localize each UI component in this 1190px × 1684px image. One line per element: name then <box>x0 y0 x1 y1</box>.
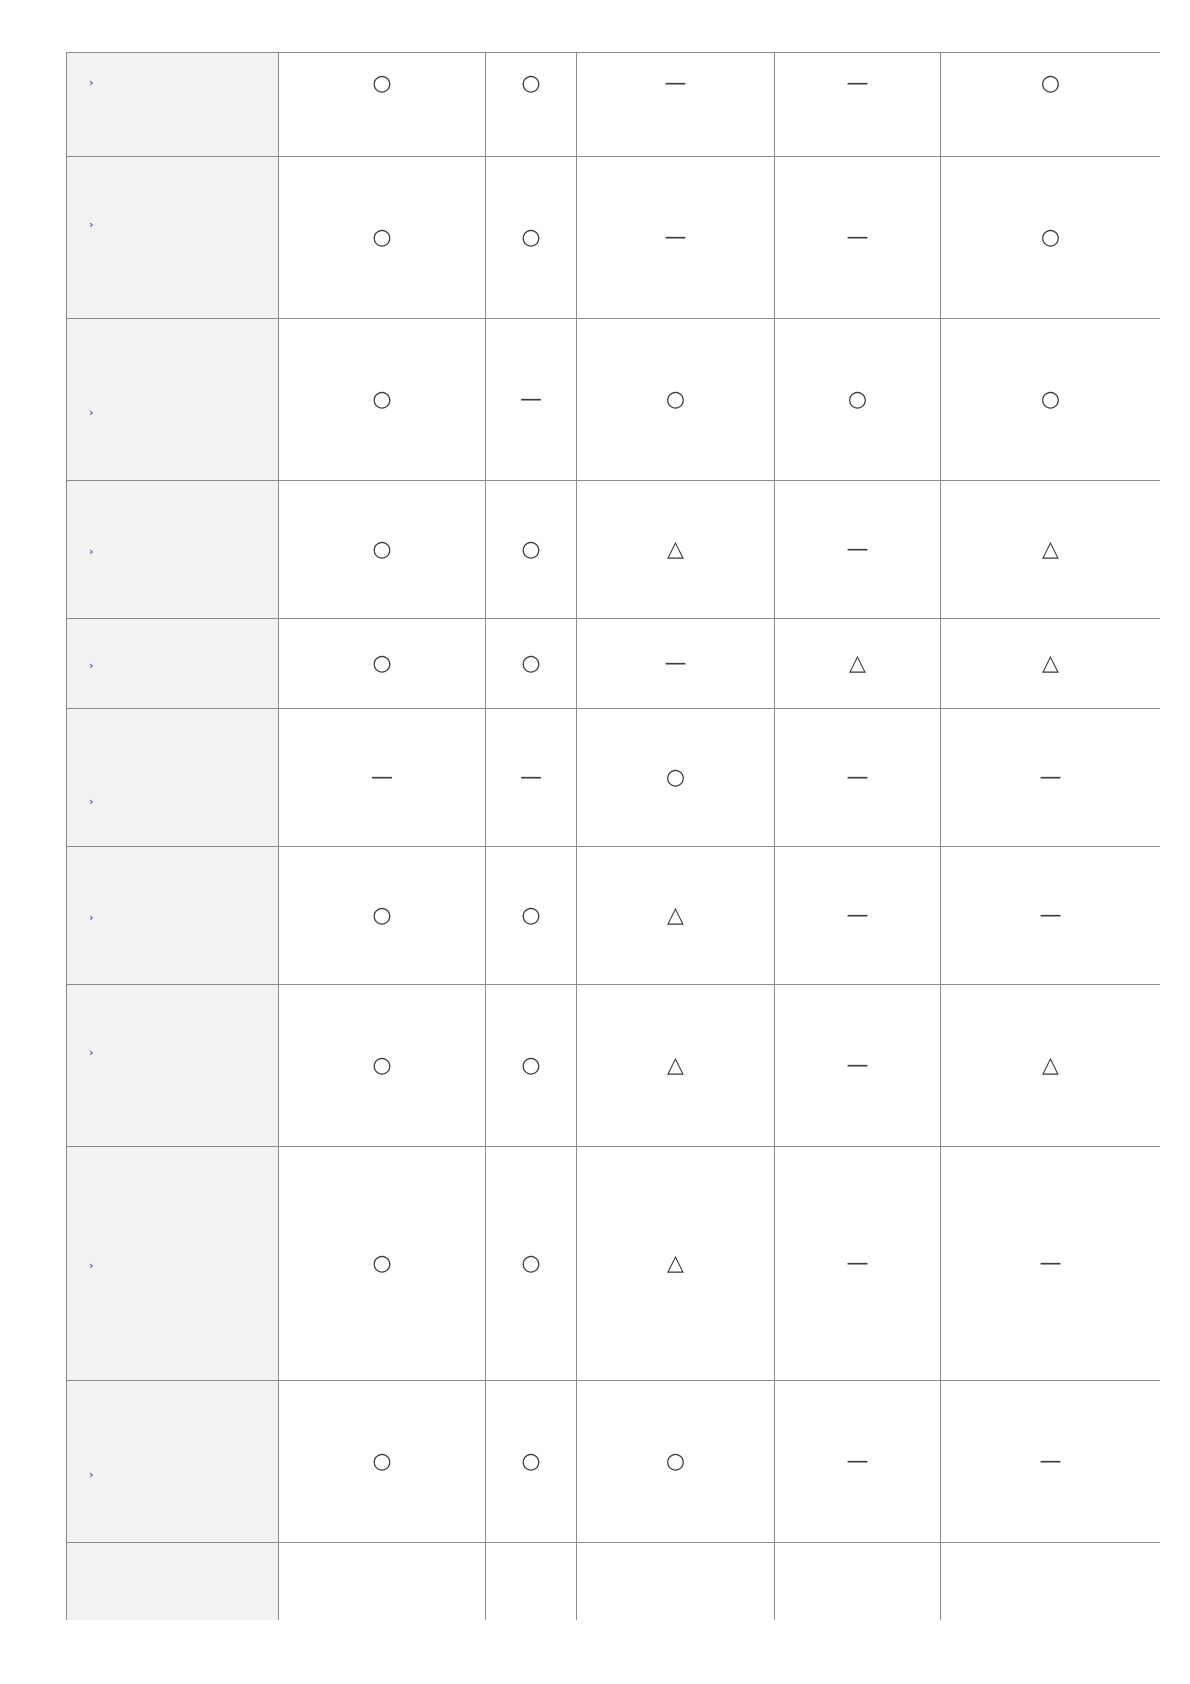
chevron-right-icon[interactable]: › <box>89 218 94 231</box>
table-cell <box>941 1381 1161 1543</box>
table-cell <box>577 1381 775 1543</box>
table-cell <box>486 319 577 481</box>
table-row <box>67 481 1161 619</box>
row-label-cell[interactable] <box>67 847 279 985</box>
status-mark: △ <box>849 650 866 676</box>
status-mark: ○ <box>521 1250 541 1276</box>
status-mark: — <box>664 650 687 676</box>
status-mark: △ <box>1042 536 1059 562</box>
status-mark: — <box>664 224 687 250</box>
status-mark: ○ <box>372 1250 392 1276</box>
status-mark: △ <box>667 1052 684 1078</box>
status-mark: ○ <box>372 902 392 928</box>
table-cell <box>279 1381 486 1543</box>
status-mark: ○ <box>521 650 541 676</box>
row-label-cell[interactable] <box>67 319 279 481</box>
row-label-cell <box>67 1543 279 1621</box>
table-cell <box>279 1543 486 1621</box>
status-mark: — <box>846 902 869 928</box>
table-cell <box>577 157 775 319</box>
table-cell <box>279 619 486 709</box>
table-row <box>67 619 1161 709</box>
table-cell <box>577 1543 775 1621</box>
table-cell <box>577 1147 775 1381</box>
status-mark: ○ <box>521 1448 541 1474</box>
chevron-right-icon[interactable]: › <box>89 76 94 89</box>
chevron-right-icon[interactable]: › <box>89 1046 94 1059</box>
status-mark: ○ <box>521 536 541 562</box>
table-cell <box>486 1543 577 1621</box>
compatibility-table-container <box>66 52 1160 1620</box>
table-cell <box>486 619 577 709</box>
row-label-cell[interactable] <box>67 709 279 847</box>
status-mark: △ <box>667 902 684 928</box>
table-cell <box>486 481 577 619</box>
chevron-right-icon[interactable]: › <box>89 659 94 672</box>
status-mark: ○ <box>372 386 392 412</box>
status-mark: — <box>846 71 869 96</box>
table-cell <box>279 157 486 319</box>
table-cell <box>941 1543 1161 1621</box>
chevron-right-icon[interactable]: › <box>89 406 94 419</box>
status-mark: — <box>1039 902 1062 928</box>
table-cell <box>775 1543 941 1621</box>
table-row <box>67 1147 1161 1381</box>
table-cell <box>577 481 775 619</box>
table-cell <box>941 53 1161 157</box>
status-mark: △ <box>667 536 684 562</box>
table-cell <box>486 1381 577 1543</box>
row-label-cell[interactable] <box>67 481 279 619</box>
table-cell <box>279 319 486 481</box>
table-cell <box>775 709 941 847</box>
table-cell <box>279 709 486 847</box>
table-cell <box>279 1147 486 1381</box>
table-cell <box>577 847 775 985</box>
table-cell <box>279 53 486 157</box>
table-cell <box>941 319 1161 481</box>
table-cell <box>486 847 577 985</box>
table-cell <box>941 619 1161 709</box>
status-mark: △ <box>1042 650 1059 676</box>
status-mark: ○ <box>521 902 541 928</box>
status-mark: — <box>846 224 869 250</box>
table-row <box>67 319 1161 481</box>
table-cell <box>577 985 775 1147</box>
table-cell <box>941 481 1161 619</box>
table-cell <box>775 53 941 157</box>
table-cell <box>941 709 1161 847</box>
row-label-cell[interactable] <box>67 985 279 1147</box>
status-mark: ○ <box>372 536 392 562</box>
row-label-cell[interactable] <box>67 619 279 709</box>
status-mark: ○ <box>521 1052 541 1078</box>
table-cell <box>775 319 941 481</box>
table-row <box>67 1381 1161 1543</box>
status-mark: — <box>371 764 393 790</box>
status-mark: — <box>664 71 687 96</box>
status-mark: ○ <box>372 71 392 96</box>
table-cell <box>775 157 941 319</box>
table-cell <box>577 709 775 847</box>
status-mark: ○ <box>372 224 392 250</box>
table-row <box>67 709 1161 847</box>
table-cell <box>775 985 941 1147</box>
table-cell <box>279 481 486 619</box>
table-cell <box>941 157 1161 319</box>
status-mark: — <box>1039 1448 1062 1474</box>
status-mark: ○ <box>521 224 541 250</box>
status-mark: ○ <box>847 386 868 412</box>
table-cell <box>775 1381 941 1543</box>
table-cell <box>486 709 577 847</box>
table-cell <box>577 53 775 157</box>
status-mark: — <box>520 764 542 790</box>
table-cell <box>486 1147 577 1381</box>
status-mark: — <box>846 536 869 562</box>
status-mark: ○ <box>665 1448 686 1474</box>
table-cell <box>279 985 486 1147</box>
table-row <box>67 1543 1161 1621</box>
table-cell <box>577 619 775 709</box>
status-mark: — <box>1039 764 1062 790</box>
status-mark: ○ <box>372 1448 392 1474</box>
table-cell <box>775 481 941 619</box>
status-mark: ○ <box>665 386 686 412</box>
chevron-right-icon[interactable]: › <box>89 1468 94 1481</box>
table-cell <box>486 157 577 319</box>
table-cell <box>486 985 577 1147</box>
compatibility-table <box>66 52 1160 1620</box>
chevron-right-icon[interactable]: › <box>89 795 94 808</box>
status-mark: — <box>846 1448 869 1474</box>
status-mark: △ <box>667 1250 684 1276</box>
table-row <box>67 847 1161 985</box>
table-row <box>67 985 1161 1147</box>
status-mark: — <box>1039 1250 1062 1276</box>
chevron-right-icon[interactable]: › <box>89 911 94 924</box>
status-mark: — <box>846 764 869 790</box>
table-cell <box>941 1147 1161 1381</box>
table-row <box>67 157 1161 319</box>
status-mark: — <box>846 1052 869 1078</box>
row-label-cell[interactable] <box>67 157 279 319</box>
status-mark: ○ <box>372 650 392 676</box>
status-mark: ○ <box>1040 224 1061 250</box>
row-label-cell[interactable] <box>67 1381 279 1543</box>
status-mark: ○ <box>372 1052 392 1078</box>
row-label-cell[interactable] <box>67 53 279 157</box>
table-cell <box>775 619 941 709</box>
table-cell <box>775 1147 941 1381</box>
status-mark: ○ <box>521 71 541 96</box>
table-row <box>67 53 1161 157</box>
status-mark: △ <box>1042 1052 1059 1078</box>
table-cell <box>941 985 1161 1147</box>
table-cell <box>279 847 486 985</box>
table-cell <box>486 53 577 157</box>
status-mark: — <box>846 1250 869 1276</box>
status-mark: ○ <box>1040 71 1061 96</box>
chevron-right-icon[interactable]: › <box>89 1259 94 1272</box>
chevron-right-icon[interactable]: › <box>89 545 94 558</box>
status-mark: ○ <box>1040 386 1061 412</box>
table-cell <box>775 847 941 985</box>
row-label-cell[interactable] <box>67 1147 279 1381</box>
status-mark: ○ <box>665 764 686 790</box>
table-cell <box>941 847 1161 985</box>
table-cell <box>577 319 775 481</box>
status-mark: — <box>520 386 542 412</box>
